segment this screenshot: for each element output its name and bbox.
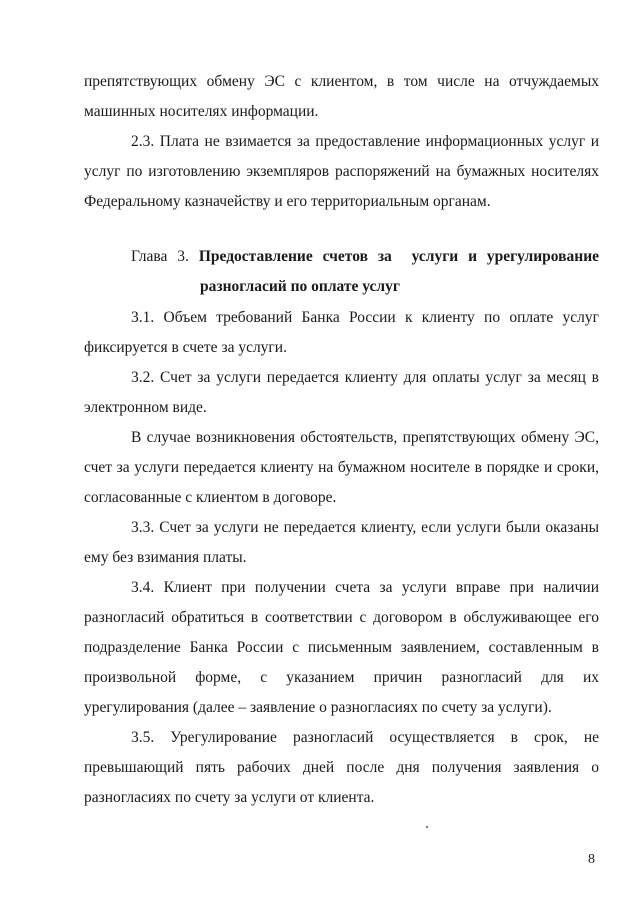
text-line: препятствующих обмену ЭС с клиентом, в том числе на отчуждаемых [84, 73, 599, 90]
paragraph-2-3-line-2: услуг по изготовлению экземпляров распоряжений на бумажных носителях [84, 163, 599, 180]
paragraph-2-3-line-3: Федеральному казначейству и его территориальным органам. [84, 193, 491, 210]
paragraph-3-5-line-2: превышающий пять рабочих дней после дня получения заявления о [84, 759, 599, 776]
paragraph-3-1-line-2: фиксируется в счете за услуги. [84, 339, 287, 356]
paragraph-3-3-line-1: 3.3. Счет за услуги не передается клиенту, если услуги были оказаны [131, 519, 599, 536]
paragraph-2-3-line-1: 2.3. Плата не взимается за предоставление информационных услуг и [131, 133, 599, 150]
scan-speck [426, 826, 428, 828]
chapter-heading-line-1 [131, 248, 599, 266]
paragraph-3-2-line-2: электронном виде. [84, 399, 207, 416]
paragraph-3-4-line-4: произвольной форме, с указанием причин разногласий для их [84, 669, 599, 686]
chapter-prefix: Глава 3. [131, 248, 189, 265]
paragraph-3-2-line-1: 3.2. Счет за услуги передается клиенту для оплаты услуг за месяц в [131, 369, 599, 386]
paragraph-3-3-line-2: ему без взимания платы. [84, 549, 247, 566]
paragraph-3-2b-line-2: счет за услуги передается клиенту на бумажном носителе в порядке и сроки, [84, 459, 599, 476]
paragraph-3-4-line-2: разногласий обратиться в соответствии с договором в обслуживающее его [84, 609, 599, 626]
text-line: машинных носителях информации. [84, 103, 319, 120]
paragraph-3-5-line-1: 3.5. Урегулирование разногласий осуществляется в срок, не [131, 729, 599, 746]
paragraph-3-4-line-3: подразделение Банка России с письменным заявлением, составленным в [84, 639, 599, 656]
paragraph-3-4-line-1: 3.4. Клиент при получении счета за услуги вправе при наличии [131, 579, 599, 596]
paragraph-3-2b-line-3: согласованные с клиентом в договоре. [84, 489, 337, 506]
paragraph-3-1-line-1: 3.1. Объем требований Банка России к клиенту по оплате услуг [131, 309, 599, 326]
chapter-title-part-1: Предоставление счетов за услуги и урегулирование [198, 248, 600, 265]
page-number: 8 [588, 852, 595, 867]
paragraph-3-5-line-3: разногласиях по счету за услуги от клиента. [84, 789, 375, 806]
paragraph-3-2b-line-1: В случае возникновения обстоятельств, препятствующих обмену ЭС, [131, 429, 599, 446]
paragraph-3-4-line-5: урегулирования (далее – заявление о разногласиях по счету за услуги). [84, 699, 552, 716]
chapter-heading-line-2: разногласий по оплате услуг [200, 278, 400, 295]
